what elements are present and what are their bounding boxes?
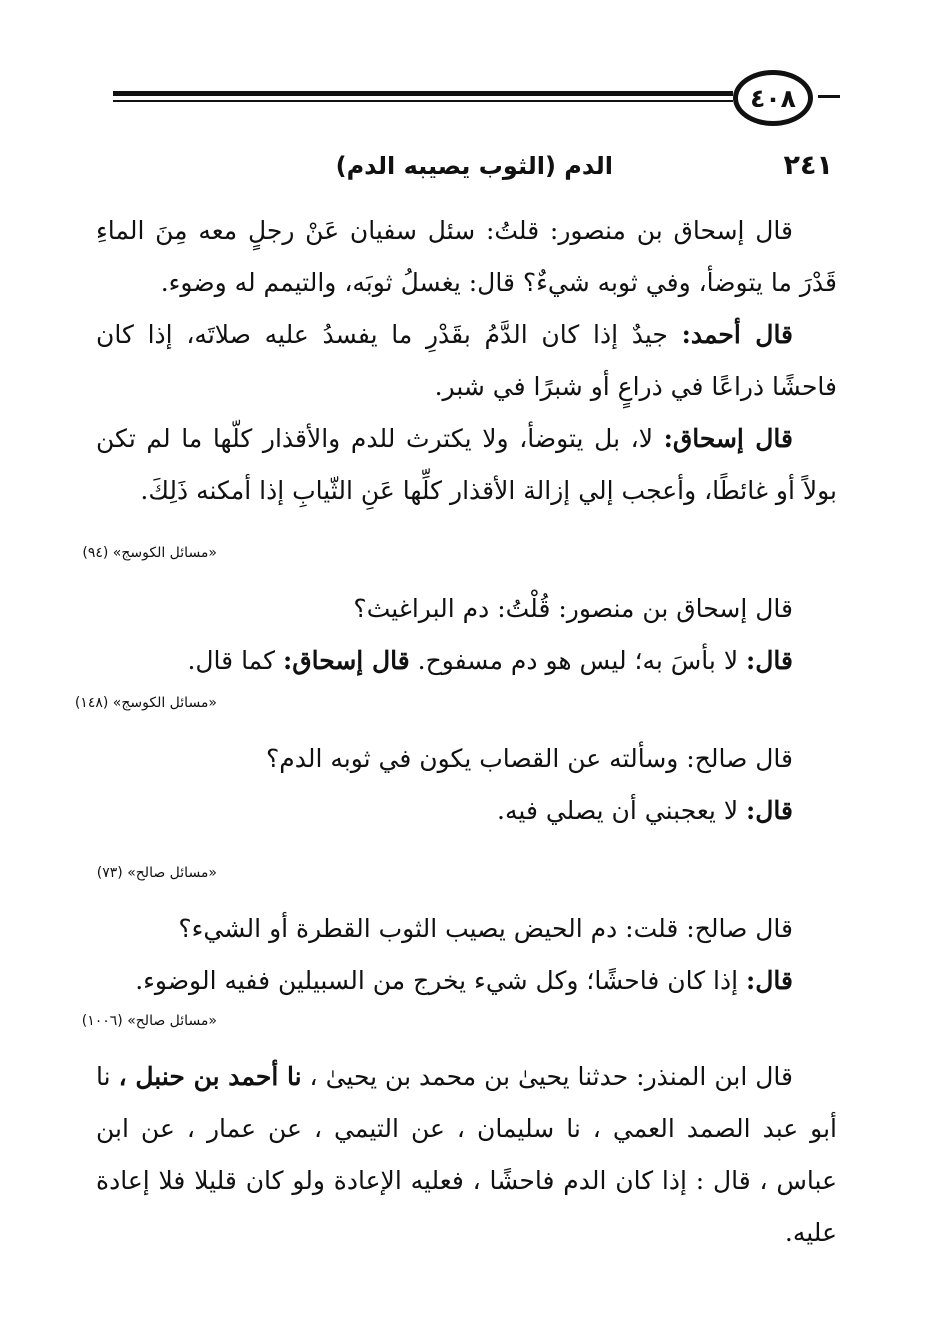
source-citation: «مسائل صالح» (١٠٠٦) xyxy=(81,1013,217,1029)
header-rule-end xyxy=(818,95,840,98)
paragraph-text: كما قال. xyxy=(187,646,283,675)
source-citation: «مسائل الكوسج» (٩٤) xyxy=(82,545,217,561)
speaker-label: قال أحمد: xyxy=(681,320,794,349)
text-block xyxy=(81,903,837,1031)
speaker-label: قال: xyxy=(746,796,793,825)
paragraph xyxy=(96,309,837,413)
paragraph xyxy=(96,413,837,517)
narrator-highlight: نا أحمد بن حنبل ، xyxy=(118,1062,302,1091)
speaker-label: قال إسحاق: xyxy=(282,646,410,675)
paragraph xyxy=(96,785,837,837)
paragraph-text: إذا كان فاحشًا؛ وكل شيء يخرج من السبيلين ففيه الوضوء. xyxy=(135,966,747,995)
page-number: ٤٠٨ xyxy=(750,83,796,113)
section-title: الدم (الثوب يصيبه الدم) xyxy=(335,152,613,180)
paragraph xyxy=(96,583,837,635)
paragraph-text: قال ابن المنذر: حدثنا يحيىٰ بن محمد بن يحيىٰ ، xyxy=(301,1062,793,1091)
paragraph-text: قال صالح: وسألته عن القصاب يكون في ثوبه الدم؟ xyxy=(265,744,793,773)
text-block xyxy=(96,733,837,883)
paragraph-text: لا بأسَ به؛ ليس هو دم مسفوح. xyxy=(409,646,747,675)
text-block xyxy=(74,583,837,713)
paragraph-text: جيدٌ إذا كان الدَّمُ بقَدْرِ ما يفسدُ عليه صلاتَه، إذا كان فاحشًا ذراعًا في ذراعٍ أو شبرًا في شبر. xyxy=(96,320,837,401)
paragraph xyxy=(96,733,837,785)
speaker-label: قال إسحاق: xyxy=(663,424,793,453)
header-rule-thin xyxy=(113,100,733,102)
text-block xyxy=(96,1051,837,1259)
source-citation: «مسائل صالح» (٧٣) xyxy=(96,865,217,881)
text-block xyxy=(82,205,837,563)
paragraph-text: قال إسحاق بن منصور: قلتُ: سئل سفيان عَنْ رجلٍ معه مِنَ الماءِ قَدْرَ ما يتوضأ، وفي ثوبه شيءٌ؟ قال: يغسلُ ثوبَه، والتيمم له وضوء. xyxy=(96,216,837,297)
paragraph xyxy=(96,635,837,687)
paragraph xyxy=(96,955,837,1007)
paragraph-text: لا، بل يتوضأ، ولا يكترث للدم والأقذار كلّها ما لم تكن بولاً أو غائطًا، وأعجب إلي إزالة الأقذار كلِّها عَنِ الثّيابِ إذا أمكنه ذَلِكَ. xyxy=(96,424,837,505)
paragraph-text: قال صالح: قلت: دم الحيض يصيب الثوب القطرة أو الشيء؟ xyxy=(178,914,793,943)
page-number-badge xyxy=(733,70,813,126)
paragraph-text: لا يعجبني أن يصلي فيه. xyxy=(497,796,747,825)
page-content xyxy=(74,205,837,1259)
speaker-label: قال: xyxy=(746,646,793,675)
paragraph-text: نا أبو عبد الصمد العمي ، نا سليمان ، عن التيمي ، عن عمار ، عن ابن عباس ، قال : إذا كان الدم فاحشًا ، فعليه الإعادة ولو كان قليلا فلا إعادة عليه. xyxy=(96,1062,837,1247)
header-rule xyxy=(113,91,733,96)
section-number: ٢٤١ xyxy=(783,150,833,181)
paragraph xyxy=(96,903,837,955)
paragraph xyxy=(96,205,837,309)
speaker-label: قال: xyxy=(746,966,793,995)
source-citation: «مسائل الكوسج» (١٤٨) xyxy=(74,695,217,711)
paragraph xyxy=(96,1051,837,1259)
paragraph-text: قال إسحاق بن منصور: قُلْتُ: دم البراغيث؟ xyxy=(353,594,793,623)
